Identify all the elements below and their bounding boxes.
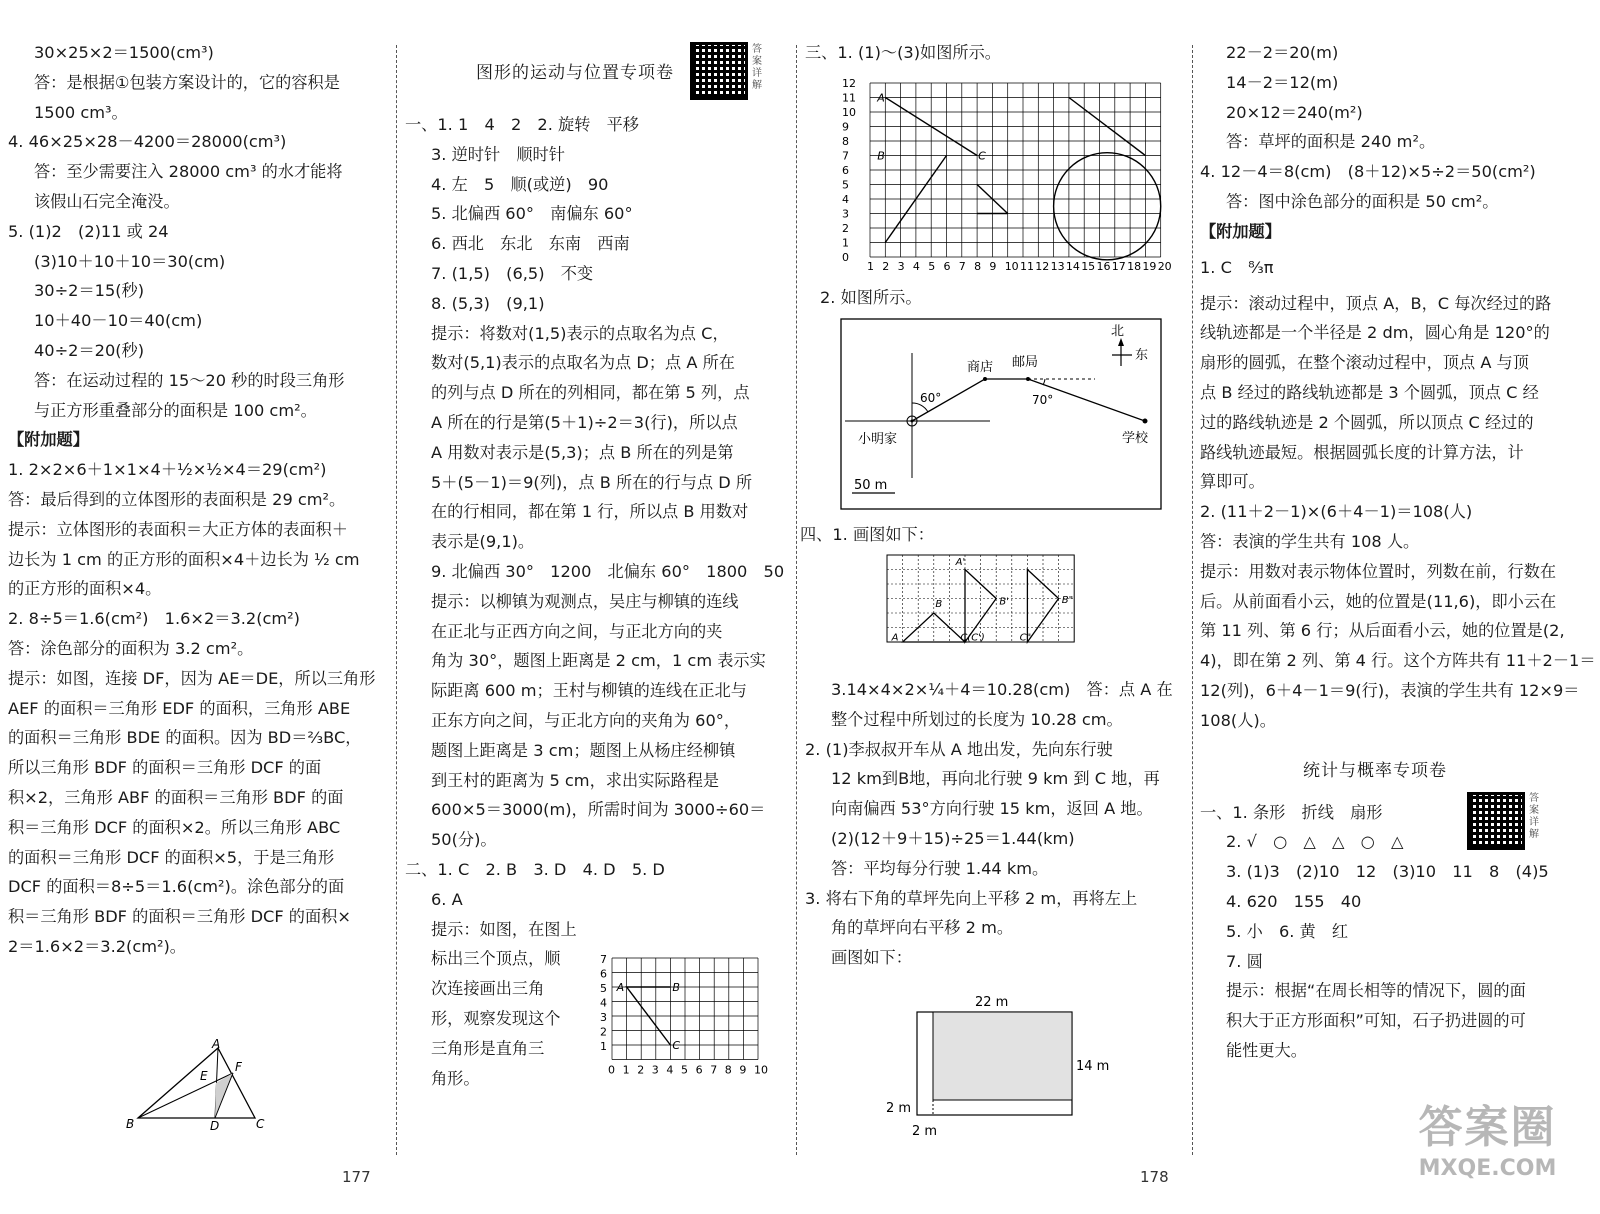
svg-text:7: 7 [842,149,849,163]
svg-text:1: 1 [842,236,849,250]
hint-line: 的正方形的面积×4。 [8,579,162,599]
section-heading: 【附加题】 [1200,221,1281,241]
hint-line: 4)，即在第 2 列、第 4 行。这个方阵共有 11＋2－1＝ [1200,651,1596,671]
hint-line: 提示：立体图形的表面积＝大正方体的表面积＋ [8,519,348,539]
angle-label: 70° [1032,393,1054,407]
svg-text:3: 3 [600,1011,607,1024]
text-line: 4. 46×25×28－4200＝28000(cm³) [8,132,287,152]
text-line: 2. (11＋2－1)×(6＋4－1)＝108(人) [1200,502,1473,522]
lawn-right-label: 14 m [1076,1059,1110,1074]
svg-text:F: F [235,1060,242,1074]
text-line: 三、1. (1)～(3)如图所示。 [805,43,1001,62]
svg-text:C: C [256,1117,265,1131]
hint-line: 的面积＝三角形 BDE 的面积。因为 BD＝⅔BC， [8,728,362,748]
text-line: 3. 逆时针 顺时针 [431,144,565,164]
hint-line: 际距离 600 m；王村与柳镇的连线在正北与 [431,681,747,701]
svg-text:17: 17 [1111,260,1126,273]
svg-text:1: 1 [600,1040,607,1053]
text-line: 2. (1)李叔叔开车从 A 地出发，先向东行驶 [805,739,1113,759]
text-line: 3.14×4×2×¼＋4＝10.28(cm) 答：点 A 在 [831,680,1173,699]
svg-text:C(C'): C(C') [960,632,985,644]
text-line: 6. A [431,889,463,909]
section-title: 图形的运动与位置专项卷 [476,63,674,83]
svg-text:4: 4 [666,1063,674,1077]
svg-text:11: 11 [842,91,856,105]
svg-text:2: 2 [882,260,890,273]
text-line: 答：平均每分行驶 1.44 km。 [831,858,1049,878]
svg-text:E: E [200,1069,208,1083]
svg-text:12: 12 [1035,260,1050,273]
text-line: 1. 2×2×6＋1×1×4＋½×½×4＝29(cm²) [8,460,327,480]
rotation-figure [885,553,1080,658]
svg-text:C: C [978,149,986,163]
text-line: 与正方形重叠部分的面积是 100 cm²。 [34,400,317,420]
svg-text:B': B' [999,596,1009,608]
text-line: 5. 小 6. 黄 红 [1226,921,1349,941]
svg-text:3: 3 [897,260,905,273]
svg-text:A: A [616,981,625,994]
hint-line: 的面积＝三角形 DCF 的面积×5，于是三角形 [8,847,335,867]
hint-line: 算即可。 [1200,472,1265,492]
hint-line: 600×5＝3000(m)，所需时间为 3000÷60＝ [431,800,766,820]
svg-text:B: B [672,981,680,994]
lawn-left-label: 2 m [886,1101,912,1116]
hint-line: A 用数对表示是(5,3)；点 B 所在的列是第 [431,442,734,462]
hint-line: 到王村的距离为 5 cm，求出实际路程是 [431,770,720,790]
text-line: 二、1. C 2. B 3. D 4. D 5. D [405,859,665,879]
svg-text:7: 7 [710,1063,718,1077]
text-line: 20×12＝240(m²) [1226,102,1363,122]
svg-text:7: 7 [958,260,966,273]
hint-line: 提示：根据“在周长相等的情况下，圆的面 [1226,981,1526,1001]
text-line: 7. (1,5) (6,5) 不变 [431,263,594,283]
hint-line: 线轨迹都是一个半径是 2 dm，圆心角是 120°的 [1200,323,1550,343]
hint-line: 角为 30°，题图上距离是 2 cm，1 cm 表示实 [431,651,766,671]
hint-line: 2＝1.6×2＝3.2(cm²)。 [8,936,186,956]
hint-line: 形，观察发现这个 [431,1008,561,1028]
svg-text:12: 12 [842,77,856,90]
svg-text:2: 2 [600,1025,607,1039]
text-line: 答：是根据①包装方案设计的，它的容积是 [34,72,340,92]
text-line: 6. 西北 东北 东南 西南 [431,234,630,254]
svg-text:5: 5 [928,260,936,273]
post-label: 邮局 [1012,355,1039,370]
text-line: 画图如下： [831,948,912,968]
text-line: 答：在运动过程的 15～20 秒的时段三角形 [34,370,345,390]
hint-line: 在的行相同，都在第 1 行，所以点 B 用数对 [431,502,749,522]
lawn-top-label: 22 m [975,995,1009,1010]
home-label: 小明家 [858,432,898,447]
svg-text:2: 2 [637,1063,645,1077]
svg-text:3: 3 [651,1063,659,1077]
hint-line: 提示：滚动过程中，顶点 A，B，C 每次经过的路 [1200,293,1552,313]
hint-line: 正东方向之间，与正北方向的夹角为 60°， [431,710,741,730]
text-line: 3. 将右下角的草坪先向上平移 2 m，再将左上 [805,888,1138,908]
svg-text:1: 1 [622,1063,630,1077]
text-line: 12 km到B地，再向北行驶 9 km 到 C 地，再 [831,769,1160,789]
hint-line: 后。从前面看小云，她的位置是(11,6)，即小云在 [1200,591,1557,611]
hint-line: 积＝三角形 DCF 的面积×2。所以三角形 ABC [8,817,341,837]
svg-text:6: 6 [600,967,607,981]
svg-text:C: C [672,1039,681,1052]
hint-line: 扇形的圆弧，在整个滚动过程中，顶点 A 与顶 [1200,353,1529,373]
grid-figure-large [840,75,1170,275]
svg-text:B: B [935,599,943,611]
svg-text:10: 10 [754,1063,768,1077]
svg-text:4: 4 [912,260,920,273]
svg-text:B": B" [1061,594,1074,606]
svg-text:15: 15 [1081,260,1096,273]
svg-text:8: 8 [724,1063,732,1077]
text-line: 30÷2＝15(秒) [34,281,145,301]
column-divider [1192,45,1193,1155]
svg-text:4: 4 [600,996,607,1010]
text-line: 2. 如图所示。 [820,288,922,307]
svg-text:6: 6 [943,260,951,273]
svg-text:A': A' [955,557,966,569]
svg-text:7: 7 [600,953,607,966]
text-line: 9. 北偏西 30° 1200 北偏东 60° 1800 50 [431,561,785,581]
text-line: 答：涂色部分的面积为 3.2 cm²。 [8,638,254,658]
section-title: 统计与概率专项卷 [1303,760,1447,781]
column-divider [396,45,397,1155]
column-divider [796,45,797,1155]
svg-text:10: 10 [842,106,856,119]
svg-text:10: 10 [1004,260,1019,273]
svg-text:16: 16 [1096,260,1111,273]
grid-figure-small [590,950,770,1080]
triangle-figure [120,1037,270,1133]
hint-line: 所以三角形 BDF 的面积＝三角形 DCF 的面 [8,758,322,778]
text-line: 答：草坪的面积是 240 m²。 [1226,132,1436,152]
hint-line: 积大于正方形面积”可知，石子扔进圆的可 [1226,1011,1526,1031]
section-heading: 【附加题】 [8,430,89,450]
column-3-lower [805,675,1185,973]
hint-line: 提示：将数对(1,5)表示的点取名为点 C， [431,323,729,343]
hint-line: AEF 的面积＝三角形 EDF 的面积，三角形 ABE [8,698,351,718]
shop-label: 商店 [967,360,994,375]
svg-text:9: 9 [989,260,997,273]
text-line: 7. 圆 [1226,951,1263,971]
svg-text:4: 4 [842,193,849,206]
hint-line: 12(列)，6＋4－1＝9(行)，表演的学生共有 12×9＝ [1200,680,1580,700]
hint-line: 5＋(5－1)＝9(列)，点 B 所在的行与点 D 所 [431,472,753,492]
text-line: 答：表演的学生共有 108 人。 [1200,531,1420,551]
svg-text:6: 6 [695,1063,703,1077]
east-label: 东 [1135,348,1149,363]
svg-text:8: 8 [974,260,982,273]
svg-text:2: 2 [842,222,849,235]
hint-line: 数对(5,1)表示的点取名为点 D；点 A 所在 [431,353,735,373]
text-line: 角的草坪向右平移 2 m。 [831,918,1014,938]
text-line: (3)10＋10＋10＝30(cm) [34,251,226,271]
column-3 [805,38,1185,68]
qr-code [1467,792,1525,850]
text-line: 14－2＝12(m) [1226,72,1339,92]
svg-text:8: 8 [842,135,849,148]
svg-text:6: 6 [842,164,849,177]
svg-text:A: A [891,632,899,644]
hint-line: 三角形是直角三 [431,1038,545,1058]
hint-line: 角形。 [431,1068,480,1088]
hint-line: 点 B 经过的路线轨迹都是 3 个圆弧，顶点 C 经 [1200,382,1539,402]
text-line: 4. 左 5 顺(或逆) 90 [431,174,609,194]
svg-text:11: 11 [1020,260,1034,273]
svg-text:9: 9 [842,120,849,134]
svg-text:5: 5 [600,982,607,995]
school-label: 学校 [1122,431,1149,446]
page-number-left: 177 [342,1168,371,1186]
svg-text:13: 13 [1050,260,1065,273]
hint-line: 提示：以柳镇为观测点，吴庄与柳镇的连线 [431,591,739,611]
hint-line: 次连接画出三角 [431,979,545,999]
page-number-right: 178 [1140,1168,1169,1186]
watermark-logo: 答案圈 MXQE.COM [1418,1102,1557,1181]
text-line: 1. C ⁸⁄₃π [1200,257,1274,277]
text-line: 一、1. 条形 折线 扇形 [1200,802,1383,822]
svg-text:20: 20 [1157,260,1172,273]
text-line: 22－2＝20(m) [1226,43,1339,62]
text-line: 向南偏西 53°方向行驶 15 km，返回 A 地。 [831,799,1153,819]
svg-text:A: A [877,91,885,105]
text-line: 答：至少需要注入 28000 cm³ 的水才能将 [34,162,343,182]
svg-text:A: A [212,1037,221,1051]
text-line: 5. (1)2 (2)11 或 24 [8,221,169,241]
hint-line: 提示：如图，连接 DF，因为 AE＝DE，所以三角形 [8,668,376,688]
text-line: 40÷2＝20(秒) [34,340,145,360]
text-line: 该假山石完全淹没。 [34,191,180,211]
hint-line: A 所在的行是第(5＋1)÷2＝3(行)，所以点 [431,412,738,432]
hint-line: 在正北与正西方向之间，与正北方向的夹 [431,621,723,641]
svg-text:1: 1 [867,260,874,273]
svg-text:14: 14 [1065,260,1080,273]
hint-line: 能性更大。 [1226,1040,1307,1060]
svg-text:18: 18 [1127,260,1142,273]
hint-line: 积×2，三角形 ABF 的面积＝三角形 BDF 的面 [8,787,344,807]
angle-label: 60° [920,391,942,405]
hint-line: 边长为 1 cm 的正方形的面积×4＋边长为 ½ cm [8,549,360,569]
north-label: 北 [1111,324,1125,339]
text-line: 4. 620 155 40 [1226,891,1362,911]
text-line: 答：图中涂色部分的面积是 50 cm²。 [1226,191,1499,211]
text-line: 4. 12－4＝8(cm) (8＋12)×5÷2＝50(cm²) [1200,162,1536,182]
text-line: 四、1. 画图如下： [800,525,934,544]
svg-text:B: B [126,1117,135,1131]
lawn-bottom-label: 2 m [912,1124,938,1139]
text-line: 5. 北偏西 60° 南偏东 60° [431,204,633,224]
svg-text:B: B [877,149,885,163]
svg-text:19: 19 [1142,260,1157,273]
svg-text:5: 5 [681,1063,688,1077]
column-2 [405,38,785,1093]
hint-line: 表示是(9,1)。 [431,532,535,552]
text-line: 整个过程中所划过的长度为 10.28 cm。 [831,709,1123,729]
svg-text:D: D [210,1119,220,1133]
text-line: 30×25×2＝1500(cm³) [34,43,214,62]
hint-line: 第 11 列、第 6 行；从后面看小云，她的位置是(2, [1200,621,1565,641]
map-figure [840,318,1162,510]
text-line: 2. √ ○ △ △ ○ △ [1226,832,1404,852]
hint-line: 题图上距离是 3 cm；题图上从杨庄经柳镇 [431,740,736,760]
hint-line: 过的路线轨迹是 2 个圆弧，所以顶点 C 经过的 [1200,412,1534,432]
svg-text:3: 3 [842,207,849,221]
hint-line: 路线轨迹最短。根据圆弧长度的计算方法，计 [1200,442,1524,462]
text-line: 一、1. 1 4 2 2. 旋转 平移 [405,115,639,134]
text-line: 3. (1)3 (2)10 12 (3)10 11 8 (4)5 [1226,862,1549,882]
hint-line: DCF 的面积＝8÷5＝1.6(cm²)。涂色部分的面 [8,877,345,897]
scale-label: 50 m [854,478,888,493]
text-line: (2)(12＋9＋15)÷25＝1.44(km) [831,828,1075,848]
hint-line: 标出三个顶点，顺 [431,949,561,969]
svg-text:0: 0 [842,251,849,264]
hint-line: 50(分)。 [431,830,497,850]
column-4 [1200,38,1596,1066]
hint-line: 积＝三角形 BDF 的面积＝三角形 DCF 的面积× [8,907,351,927]
text-line: 8. (5,3) (9,1) [431,293,545,313]
qr-tag: 答案详解 [752,44,762,91]
hint-line: 的列与点 D 所在的列相同，都在第 5 列，点 [431,383,750,403]
column-1 [8,38,393,962]
qr-code [690,42,748,100]
hint-line: 提示：用数对表示物体位置时，列数在前，行数在 [1200,561,1557,581]
text-line: 1500 cm³。 [34,102,128,122]
svg-text:C": C" [1019,632,1032,644]
hint-line: 108(人)。 [1200,710,1276,730]
text-line: 2. 8÷5＝1.6(cm²) 1.6×2＝3.2(cm²) [8,609,300,629]
qr-tag: 答案详解 [1529,793,1539,840]
hint-line: 提示：如图，在图上 [431,919,577,939]
svg-text:0: 0 [608,1063,615,1077]
text-line: 答：最后得到的立体图形的表面积是 29 cm²。 [8,489,346,509]
svg-text:5: 5 [842,178,849,192]
svg-text:9: 9 [739,1063,747,1077]
lawn-figure [880,990,1120,1160]
text-line: 10＋40－10＝40(cm) [34,311,203,331]
